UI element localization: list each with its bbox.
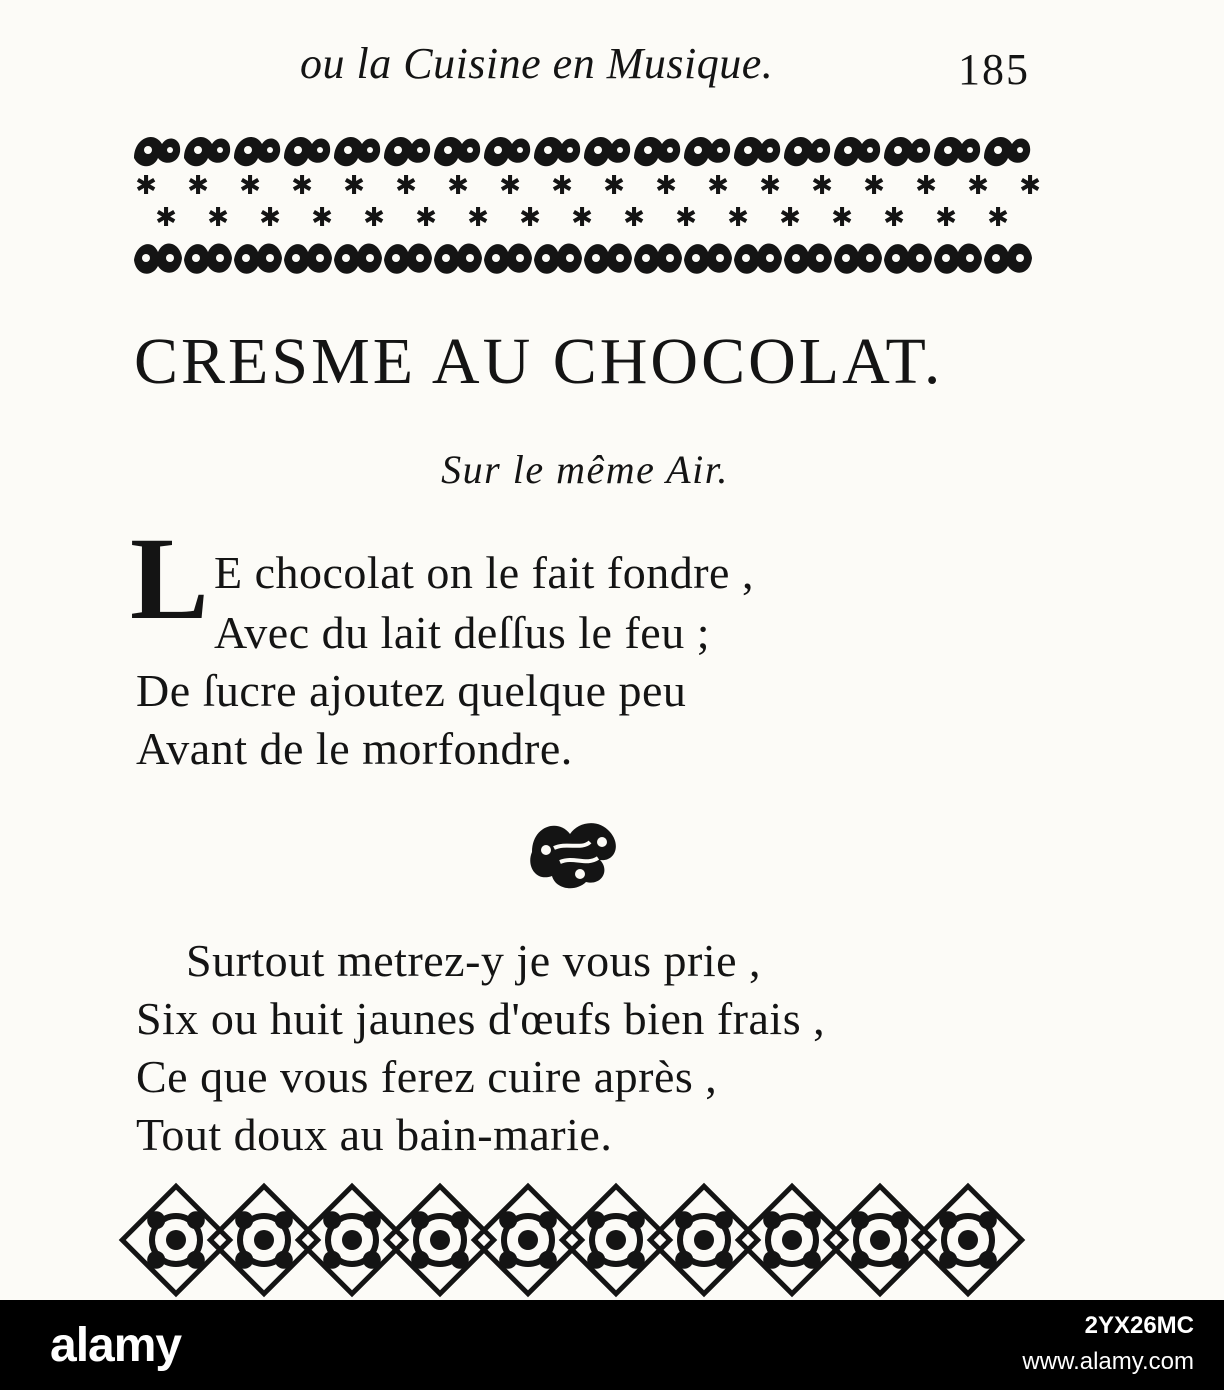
svg-text:✱: ✱ <box>311 203 333 233</box>
stanza-1-line-2: Avec du lait deſſus le feu ; <box>214 607 710 658</box>
svg-text:✱: ✱ <box>135 171 157 201</box>
watermark-brand: alamy <box>50 1319 182 1372</box>
watermark-image-id: 2YX26MC <box>1084 1312 1194 1339</box>
svg-text:✱: ✱ <box>883 203 905 233</box>
svg-text:✱: ✱ <box>415 203 437 233</box>
stanza-2-line-4: Tout doux au bain-marie. <box>136 1109 613 1160</box>
drop-cap: L <box>130 513 209 644</box>
svg-text:✱: ✱ <box>395 171 417 201</box>
svg-text:✱: ✱ <box>707 171 729 201</box>
svg-text:✱: ✱ <box>655 171 677 201</box>
svg-text:✱: ✱ <box>831 203 853 233</box>
svg-text:✱: ✱ <box>155 203 177 233</box>
svg-text:✱: ✱ <box>915 171 937 201</box>
svg-text:✱: ✱ <box>675 203 697 233</box>
svg-text:✱: ✱ <box>259 203 281 233</box>
stanza-2-line-2: Six ou huit jaunes d'œufs bien frais , <box>136 993 826 1044</box>
svg-text:✱: ✱ <box>343 171 365 201</box>
svg-text:✱: ✱ <box>447 171 469 201</box>
svg-text:✱: ✱ <box>863 171 885 201</box>
watermark-site: www.alamy.com <box>1022 1348 1194 1375</box>
svg-text:✱: ✱ <box>987 203 1009 233</box>
svg-text:✱: ✱ <box>727 203 749 233</box>
svg-text:✱: ✱ <box>571 203 593 233</box>
air-subtitle: Sur le même Air. <box>441 447 729 492</box>
running-title: ou la Cuisine en Musique. <box>300 39 774 88</box>
svg-text:✱: ✱ <box>811 171 833 201</box>
stanza-1-line-4: Avant de le morfondre. <box>136 723 573 774</box>
svg-text:✱: ✱ <box>363 203 385 233</box>
svg-text:✱: ✱ <box>551 171 573 201</box>
svg-text:✱: ✱ <box>499 171 521 201</box>
svg-text:✱: ✱ <box>779 203 801 233</box>
rosette-ornament-row <box>122 1186 1021 1293</box>
stanza-2-line-1: Surtout metrez-y je vous prie , <box>186 935 762 986</box>
svg-text:✱: ✱ <box>935 203 957 233</box>
recipe-title: CRESME AU CHOCOLAT. <box>134 325 944 398</box>
watermark-reference <box>1022 1312 1194 1376</box>
svg-text:✱: ✱ <box>239 171 261 201</box>
page-number: 185 <box>958 45 1030 94</box>
stanza-2-line-3: Ce que vous ferez cuire après , <box>136 1051 718 1102</box>
stanza-1-line-1: E chocolat on le fait fondre , <box>214 547 754 598</box>
svg-text:✱: ✱ <box>623 203 645 233</box>
svg-text:✱: ✱ <box>519 203 541 233</box>
svg-text:✱: ✱ <box>603 171 625 201</box>
svg-text:✱: ✱ <box>187 171 209 201</box>
stanza-1-line-3: De ſucre ajoutez quelque peu <box>136 665 687 716</box>
svg-text:✱: ✱ <box>759 171 781 201</box>
svg-text:✱: ✱ <box>207 203 229 233</box>
svg-text:✱: ✱ <box>1019 171 1041 201</box>
svg-text:✱: ✱ <box>467 203 489 233</box>
svg-text:✱: ✱ <box>967 171 989 201</box>
svg-text:✱: ✱ <box>291 171 313 201</box>
